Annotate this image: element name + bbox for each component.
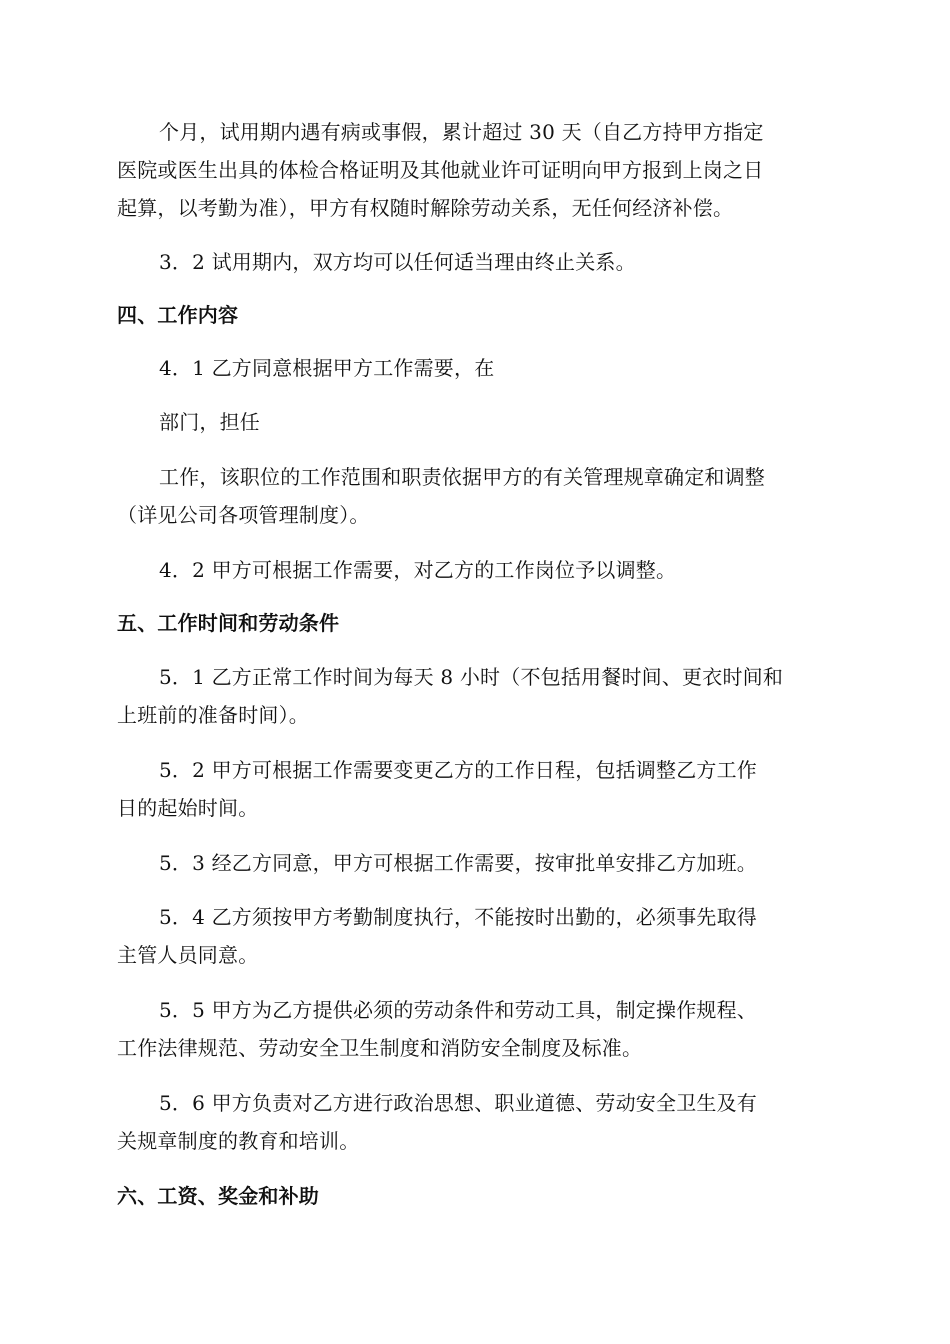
clause-5-2 <box>117 751 847 827</box>
text-line: 上班前的准备时间）。 <box>117 703 309 727</box>
paragraph-probation-continued <box>117 113 847 227</box>
text-line: 主管人员同意。 <box>117 943 259 967</box>
section-heading-5: 五、工作时间和劳动条件 <box>117 611 340 635</box>
clause-5-4 <box>117 898 847 974</box>
text-line: 个月，试用期内遇有病或事假，累计超过 30 天（自乙方持甲方指定 <box>159 120 764 144</box>
clause-4-1-part-b: 部门，担任 <box>159 410 260 434</box>
text-line: 5．6 甲方负责对乙方进行政治思想、职业道德、劳动安全卫生及有 <box>159 1091 758 1115</box>
clause-5-3: 5．3 经乙方同意，甲方可根据工作需要，按审批单安排乙方加班。 <box>159 851 758 875</box>
clause-4-1-part-c <box>117 458 847 534</box>
clause-3-2: 3．2 试用期内，双方均可以任何适当理由终止关系。 <box>159 250 636 274</box>
text-line: 起算，以考勤为准），甲方有权随时解除劳动关系，无任何经济补偿。 <box>117 196 734 220</box>
clause-5-6 <box>117 1084 847 1160</box>
text-line: 医院或医生出具的体检合格证明及其他就业许可证明向甲方报到上岗之日 <box>117 158 764 182</box>
text-line: 日的起始时间。 <box>117 796 259 820</box>
text-line: 工作法律规范、劳动安全卫生制度和消防安全制度及标准。 <box>117 1036 643 1060</box>
clause-5-5 <box>117 991 847 1067</box>
clause-5-1 <box>117 658 847 734</box>
text-line: 工作，该职位的工作范围和职责依据甲方的有关管理规章确定和调整 <box>159 465 765 489</box>
text-line: （详见公司各项管理制度）。 <box>117 503 370 527</box>
text-line: 关规章制度的教育和培训。 <box>117 1129 360 1153</box>
section-heading-6: 六、工资、奖金和补助 <box>117 1184 319 1208</box>
text-line: 5．2 甲方可根据工作需要变更乙方的工作日程，包括调整乙方工作 <box>159 758 758 782</box>
clause-4-2: 4．2 甲方可根据工作需要，对乙方的工作岗位予以调整。 <box>159 558 677 582</box>
clause-4-1-part-a: 4．1 乙方同意根据甲方工作需要，在 <box>159 356 495 380</box>
text-line: 5．4 乙方须按甲方考勤制度执行，不能按时出勤的，必须事先取得 <box>159 905 758 929</box>
section-heading-4: 四、工作内容 <box>117 303 239 327</box>
text-line: 5．1 乙方正常工作时间为每天 8 小时（不包括用餐时间、更衣时间和 <box>159 665 784 689</box>
text-line: 5．5 甲方为乙方提供必须的劳动条件和劳动工具，制定操作规程、 <box>159 998 758 1022</box>
